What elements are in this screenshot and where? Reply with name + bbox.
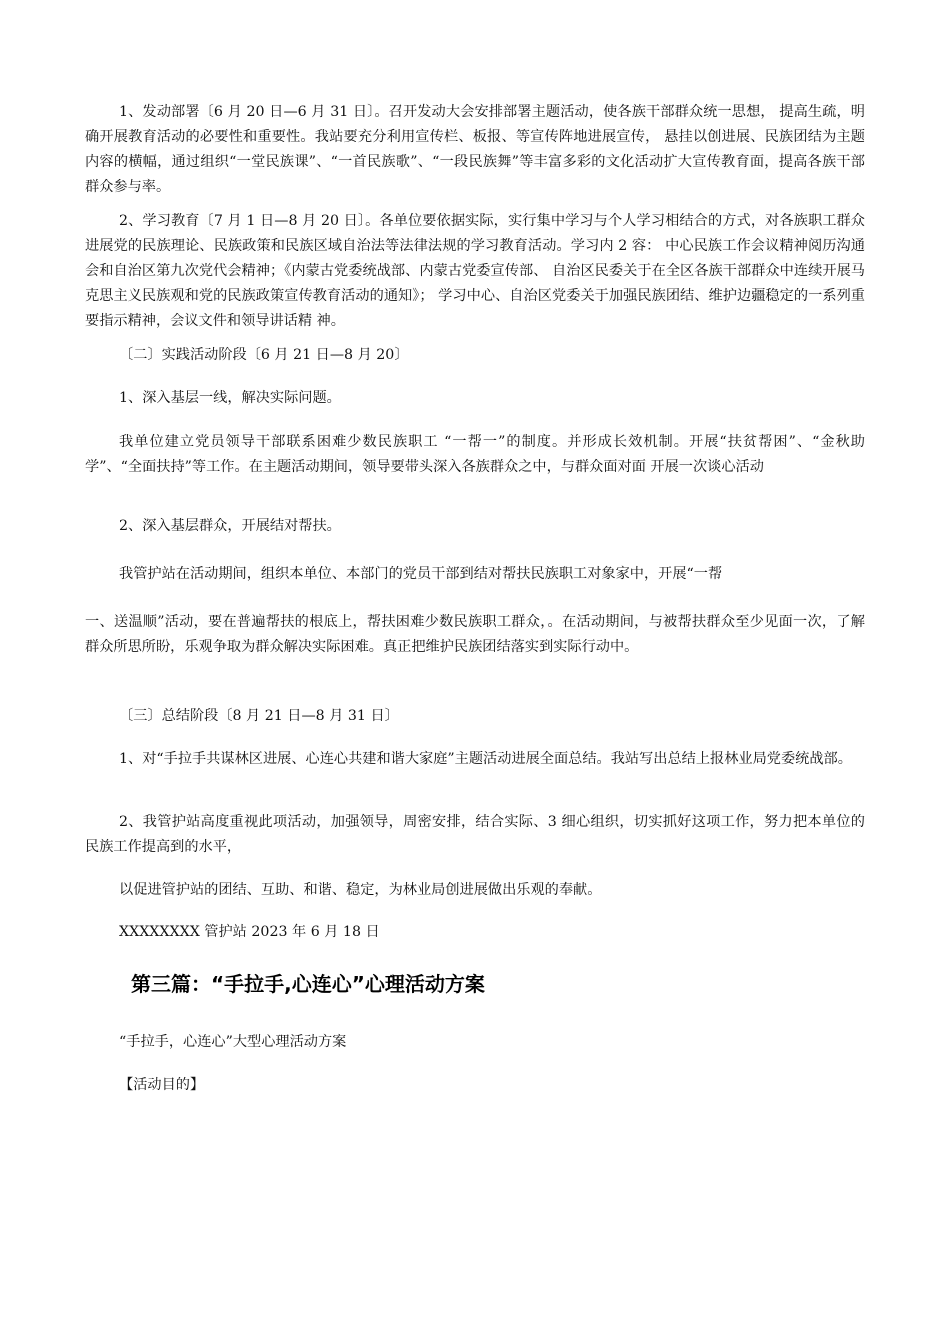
paragraph-activity-purpose: 【活动目的】	[119, 1077, 205, 1093]
paragraph-summary-report: 1、对“手拉手共谋林区进展、心连心共建和谐大家庭”主题活动进展全面总结。我站写出总结上报林业局党委统战部。	[119, 751, 852, 767]
paragraph-study-education: 2、学习教育〔7 月 1 日—8 月 20 日〕。各单位要依据实际，实行集中学习与个人学习相结合的方式，对各族职工群众进展党的民族理论、民族政策和民族区域自治法等法律法规的学习教育活动。学习内 2 容： 中心民族工作会议精神阅历沟通会和自治区第九次党代会精神；《内蒙古党委统战部、内蒙古党委宣传部、 自治区民委关于在全区各族干部群众中连续开展马克思主义民族观和党的民族政策宣传教育活动的通知》； 学习中心、自治区党委关于加强民族团结、维护边疆稳定的一系列重要指示精神，会议文件和领导讲话精 神。	[85, 213, 865, 329]
paragraph-warmth: 一、送温顺”活动，要在普遍帮扶的根底上，帮扶困难少数民族职工群众，。在活动期间，与被帮扶群众至少见面一次，了解群众所思所盼，乐观争取为群众解决实际困难。真正把维护民族团结落实到实际行动中。	[85, 614, 865, 655]
paragraph-grassroots-line: 1、深入基层一线，解决实际问题。	[119, 390, 341, 406]
signature-date: XXXXXXXX 管护站 2023 年 6 月 18 日	[119, 924, 380, 940]
paragraph-mobilization: 1、发动部署〔6 月 20 日—6 月 31 日〕。召开发动大会安排部署主题活动，使各族干部群众统一思想， 提高生疏，明确开展教育活动的必要性和重要性。我站要充分利用宣传栏、板报、等宣传阵地进展宣传， 悬挂以创进展、民族团结为主题内容的横幅，通过组织“一堂民族课”、“一首民族歌”、“一段民族舞”等丰富多彩的文化活动扩大宣传教育面，提高各族干部群众参与率。	[85, 104, 865, 195]
paragraph-grassroots-help: 2、深入基层群众，开展结对帮扶。	[119, 518, 341, 534]
paragraph-summary-stage: 〔三〕总结阶段〔8 月 21 日—8 月 31 日〕	[119, 708, 399, 724]
paragraph-promote-unity: 以促进管护站的团结、互助、和谐、稳定，为林业局创进展做出乐观的奉献。	[119, 882, 602, 898]
section-heading: 第三篇：“手拉手,心连心”心理活动方案	[131, 972, 485, 996]
paragraph-plan-title: “手拉手，心连心”大型心理活动方案	[119, 1034, 347, 1050]
paragraph-practice-stage: 〔二〕实践活动阶段〔6 月 21 日—8 月 20〕	[119, 347, 409, 363]
paragraph-leader-contact: 我单位建立党员领导干部联系困难少数民族职工 “一帮一”的制度。并形成长效机制。开展“扶贫帮困”、“金秋助学”、“全面扶持”等工作。在主题活动期间，领导要带头深入各族群众之中，与群众面对面 开展一次谈心活动	[85, 434, 865, 475]
paragraph-station-activity: 我管护站在活动期间，组织本单位、本部门的党员干部到结对帮扶民族职工对象家中，开展“一帮	[119, 566, 723, 582]
paragraph-station-attention: 2、我管护站高度重视此项活动，加强领导，周密安排，结合实际、3 细心组织，切实抓好这项工作，努力把本单位的民族工作提高到的水平，	[85, 814, 865, 855]
